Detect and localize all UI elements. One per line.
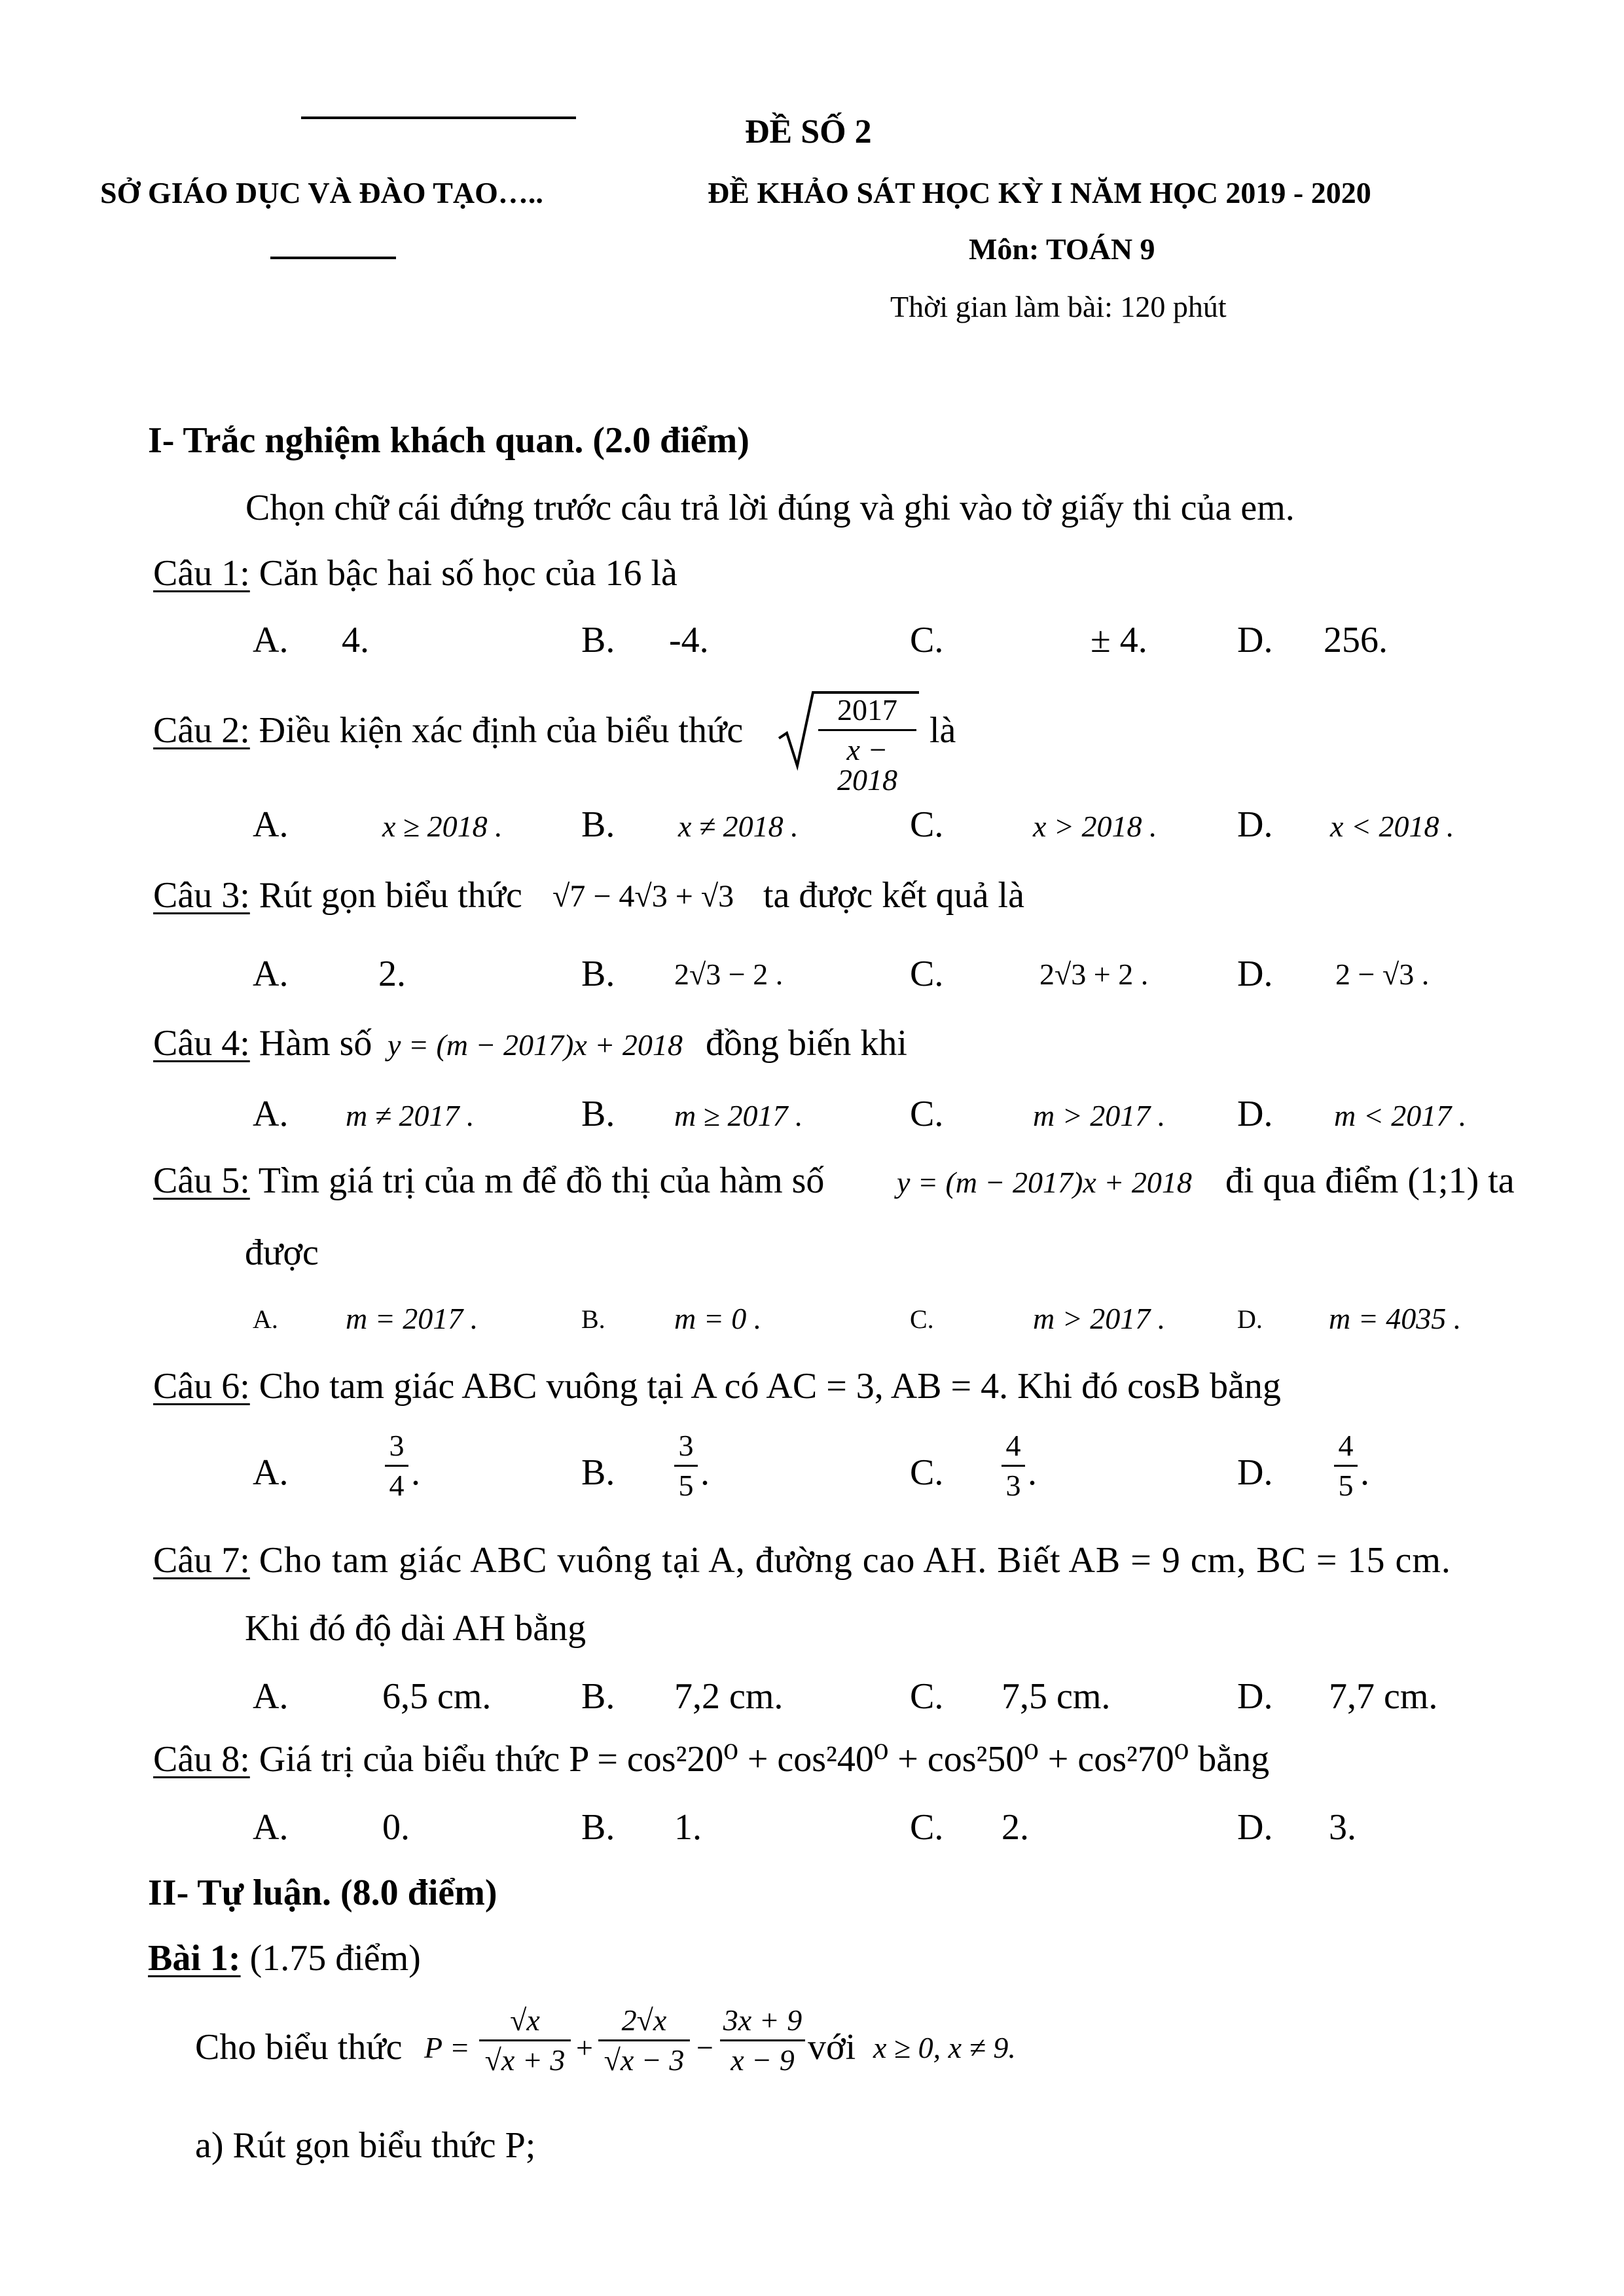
q5-expression: y = (m − 2017)x + 2018 (897, 1166, 1192, 1199)
q3-opt-b-letter: B. (581, 954, 615, 994)
q1-opt-b-letter: B. (581, 620, 615, 660)
fraction-2-numerator: 2√x (621, 2003, 667, 2037)
q1-opt-a-letter: A. (253, 620, 289, 660)
q2-opt-a-letter: A. (253, 804, 289, 845)
q2-tail: là (929, 710, 956, 751)
q3-opt-b: 2√3 − 2 . (674, 958, 784, 991)
fraction-2-denominator: √x − 3 (604, 2043, 685, 2077)
q4-opt-b: m ≥ 2017 . (674, 1099, 803, 1132)
q4-opt-c-letter: C. (910, 1094, 944, 1134)
q2-opt-c-letter: C. (910, 804, 944, 845)
department-name: SỞ GIÁO DỤC VÀ ĐÀO TẠO….. (100, 176, 543, 209)
q5-opt-b-letter: B. (581, 1304, 605, 1334)
question-text: Cho tam giác ABC vuông tại A có AC = 3, AB = 4. Khi đó cosB bằng (259, 1366, 1281, 1407)
q7-opt-b-letter: B. (581, 1676, 615, 1717)
q6-opt-d (1334, 1431, 1358, 1501)
q2-opt-d: x < 2018 . (1330, 810, 1454, 843)
q7-continuation: Khi đó độ dài AH bằng (245, 1608, 586, 1649)
q8-opt-c-letter: C. (910, 1807, 944, 1848)
q8-opt-d-letter: D. (1237, 1807, 1273, 1848)
q1-opt-a: 4. (342, 620, 369, 660)
q3-opt-c: 2√3 + 2 . (1039, 958, 1149, 991)
q6-opt-c-letter: C. (910, 1452, 944, 1493)
q7-opt-d: 7,7 cm. (1329, 1676, 1438, 1717)
question-1 (153, 555, 677, 592)
question-3 (153, 877, 522, 914)
fraction-bar (598, 2039, 690, 2041)
q6-opt-b-letter: B. (581, 1452, 615, 1493)
q4-opt-b-letter: B. (581, 1094, 615, 1134)
q6-opt-d-dot: . (1360, 1452, 1369, 1493)
question-text: Hàm số (259, 1023, 372, 1064)
question-label: Câu 6: (153, 1366, 250, 1407)
q4-tail: đồng biến khi (706, 1023, 907, 1064)
q5-opt-a-letter: A. (253, 1304, 278, 1334)
part1-title: I- Trắc nghiệm khách quan. (2.0 điểm) (148, 420, 749, 461)
q6-opt-b-numerator: 3 (678, 1429, 694, 1462)
bai1-item-a: a) Rút gọn biểu thức P; (195, 2125, 536, 2166)
q7-opt-c-letter: C. (910, 1676, 944, 1717)
q4-opt-c: m > 2017 . (1033, 1099, 1166, 1132)
plus-sign: + (576, 2031, 593, 2064)
q7-opt-c: 7,5 cm. (1001, 1676, 1111, 1717)
fraction-bar (720, 2039, 805, 2041)
bai1-label: Bài 1: (148, 1938, 241, 1979)
q2-denominator: x − 2018 (837, 733, 897, 797)
subject-label: Môn (969, 232, 1029, 266)
q4-expression: y = (m − 2017)x + 2018 (388, 1028, 683, 1062)
header-rule-bottom (270, 257, 396, 259)
q4-opt-a: m ≠ 2017 . (346, 1099, 475, 1132)
q5-opt-a: m = 2017 . (346, 1302, 478, 1335)
q5-opt-c-letter: C. (910, 1304, 934, 1334)
fraction-3-numerator: 3x + 9 (723, 2003, 803, 2037)
q1-opt-c-letter: C. (910, 620, 944, 660)
q2-opt-c: x > 2018 . (1033, 810, 1157, 843)
q5-opt-b: m = 0 . (674, 1302, 762, 1335)
q6-opt-b (674, 1431, 698, 1501)
q3-expression: √7 − 4√3 + √3 (552, 879, 734, 914)
exam-time: Thời gian làm bài: 120 phút (890, 290, 1227, 323)
bai1-voi: với (808, 2027, 856, 2068)
q3-opt-a-letter: A. (253, 954, 289, 994)
question-4 (153, 1025, 372, 1062)
bai1-heading (148, 1940, 421, 1977)
q6-opt-c-denominator: 3 (1005, 1469, 1021, 1502)
part2-title: II- Tự luận. (8.0 điểm) (148, 1873, 497, 1913)
q5-opt-d-letter: D. (1237, 1304, 1263, 1334)
question-label: Câu 2: (153, 710, 250, 751)
q3-opt-d: 2 − √3 . (1335, 958, 1430, 991)
q5-continuation: được (245, 1232, 319, 1273)
question-2 (153, 712, 743, 749)
question-label: Câu 1: (153, 553, 250, 594)
fraction-bar (1334, 1465, 1358, 1467)
q3-opt-d-letter: D. (1237, 954, 1273, 994)
question-7 (153, 1542, 1451, 1579)
question-label: Câu 3: (153, 875, 250, 916)
q7-opt-b: 7,2 cm. (674, 1676, 784, 1717)
q2-opt-b: x ≠ 2018 . (678, 810, 799, 843)
q2-fraction (818, 695, 916, 795)
q6-opt-b-dot: . (700, 1452, 710, 1493)
q8-opt-b-letter: B. (581, 1807, 615, 1848)
q6-opt-a (385, 1431, 408, 1501)
q5-opt-c: m > 2017 . (1033, 1302, 1166, 1335)
question-text: Điều kiện xác định của biểu thức (259, 710, 744, 751)
q6-opt-c-dot: . (1028, 1452, 1037, 1493)
q3-opt-c-letter: C. (910, 954, 944, 994)
q6-opt-a-letter: A. (253, 1452, 289, 1493)
question-5 (153, 1162, 824, 1199)
exam-number: ĐỀ SỐ 2 (745, 113, 872, 151)
fraction-1-numerator: √x (510, 2003, 540, 2037)
q2-numerator: 2017 (837, 693, 897, 726)
q7-opt-a: 6,5 cm. (382, 1676, 492, 1717)
fraction-bar (818, 729, 916, 731)
q6-opt-a-dot: . (411, 1452, 420, 1493)
fraction-1-denominator: √x + 3 (484, 2043, 566, 2077)
fraction-bar (1001, 1465, 1025, 1467)
bai1-condition: x ≥ 0, x ≠ 9. (873, 2031, 1016, 2064)
question-text: Căn bậc hai số học của 16 là (259, 553, 677, 594)
subject-value: : TOÁN 9 (1029, 232, 1155, 266)
q7-opt-d-letter: D. (1237, 1676, 1273, 1717)
q4-opt-d: m < 2017 . (1334, 1099, 1467, 1132)
q1-opt-d: 256. (1324, 620, 1388, 660)
q8-opt-d: 3. (1329, 1807, 1356, 1848)
question-8 (153, 1741, 1269, 1778)
subject (969, 234, 1155, 264)
q2-opt-d-letter: D. (1237, 804, 1273, 845)
q6-opt-b-denominator: 5 (678, 1469, 694, 1502)
q6-opt-d-numerator: 4 (1338, 1429, 1354, 1462)
question-label: Câu 8: (153, 1739, 250, 1780)
bai1-points: (1.75 điểm) (249, 1938, 421, 1979)
q2-opt-b-letter: B. (581, 804, 615, 845)
fraction-bar (674, 1465, 698, 1467)
exam-title: ĐỀ KHẢO SÁT HỌC KỲ I NĂM HỌC 2019 - 2020 (708, 176, 1371, 209)
q6-opt-a-denominator: 4 (389, 1469, 405, 1502)
q1-opt-c: ± 4. (1091, 620, 1147, 660)
q4-opt-d-letter: D. (1237, 1094, 1273, 1134)
q1-opt-d-letter: D. (1237, 620, 1273, 660)
q8-opt-b: 1. (674, 1807, 702, 1848)
question-6 (153, 1368, 1281, 1405)
question-text: Tìm giá trị của m để đồ thị của hàm số (258, 1160, 825, 1201)
q6-opt-a-numerator: 3 (389, 1429, 405, 1462)
q6-opt-d-letter: D. (1237, 1452, 1273, 1493)
bai1-fraction-1 (479, 2005, 571, 2075)
q3-tail: ta được kết quả là (763, 875, 1024, 916)
bai1-intro: Cho biểu thức (195, 2027, 403, 2068)
header-rule-top (301, 117, 576, 119)
q8-opt-a-letter: A. (253, 1807, 289, 1848)
q8-opt-c: 2. (1001, 1807, 1029, 1848)
q1-opt-b: -4. (669, 620, 709, 660)
q3-opt-a: 2. (378, 954, 406, 994)
question-text: Cho tam giác ABC vuông tại A, đường cao AH. Biết AB = 9 cm, BC = 15 cm. (259, 1540, 1451, 1581)
fraction-bar (385, 1465, 408, 1467)
q5-opt-d: m = 4035 . (1329, 1302, 1462, 1335)
minus-sign: − (696, 2031, 713, 2064)
question-label: Câu 5: (153, 1160, 250, 1201)
q6-opt-d-denominator: 5 (1338, 1469, 1354, 1502)
fraction-bar (479, 2039, 571, 2041)
part1-instruction: Chọn chữ cái đứng trước câu trả lời đúng và ghi vào tờ giấy thi của em. (245, 488, 1295, 528)
fraction-3-denominator: x − 9 (731, 2043, 795, 2077)
question-label: Câu 4: (153, 1023, 250, 1064)
q6-opt-c-numerator: 4 (1005, 1429, 1021, 1462)
bai1-fraction-3 (720, 2005, 805, 2075)
question-text: Giá trị của biểu thức P = cos²20⁰ + cos²40⁰ + cos²50⁰ + cos²70⁰ bằng (259, 1739, 1270, 1780)
question-label: Câu 7: (153, 1540, 250, 1581)
q4-opt-a-letter: A. (253, 1094, 289, 1134)
bai1-p-equals: P = (424, 2031, 470, 2064)
q7-opt-a-letter: A. (253, 1676, 289, 1717)
q2-opt-a: x ≥ 2018 . (382, 810, 503, 843)
q5-tail: đi qua điểm (1;1) ta (1225, 1160, 1515, 1201)
bai1-fraction-2 (598, 2005, 690, 2075)
q6-opt-c (1001, 1431, 1025, 1501)
question-text: Rút gọn biểu thức (259, 875, 522, 916)
q8-opt-a: 0. (382, 1807, 410, 1848)
